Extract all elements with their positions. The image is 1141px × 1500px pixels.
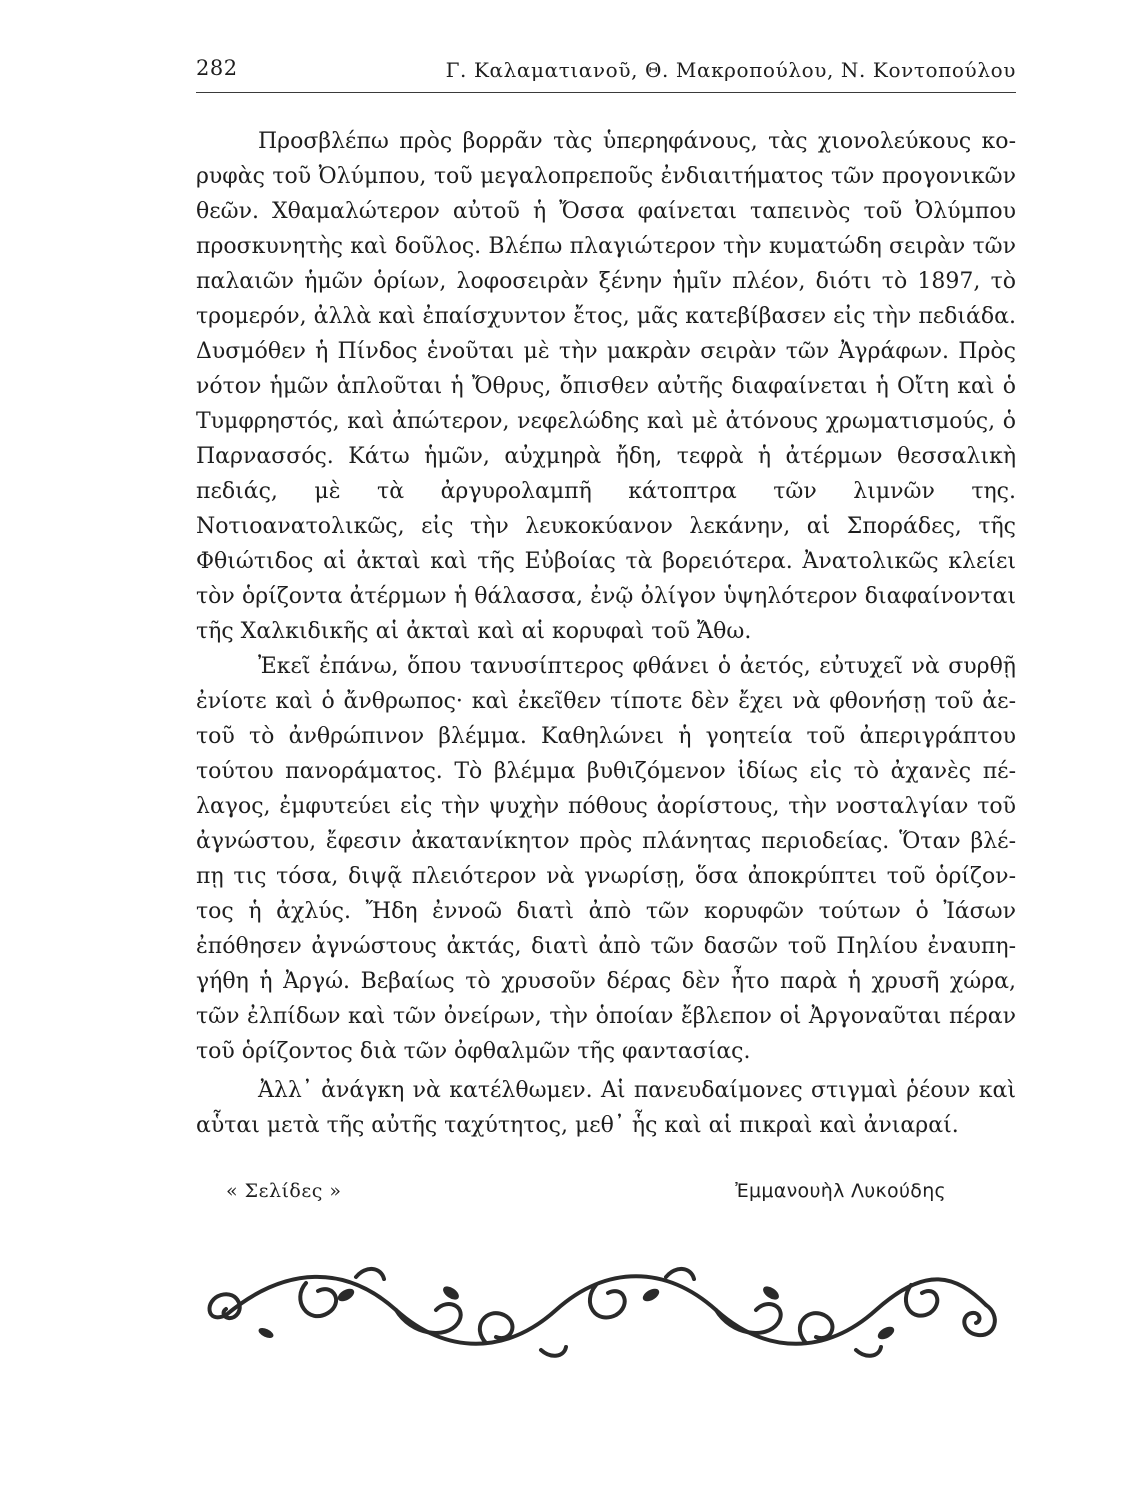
citation — [226, 1180, 946, 1212]
paragraph: Προσβλέπω πρὸς βορρᾶν τὰς ὑπερηφάνους, τὰς χιονολεύκους κορυφὰς τοῦ Ὀλύμπου, τοῦ μεγαλοπρεποῦς ἐνδιαιτήματος τῶν προγονικῶν θεῶν. Χθαμαλώτερον αὐτοῦ ἡ Ὄσσα φαίνεται ταπεινὸς τοῦ Ὀλύμπου προσκυνητὴς καὶ δοῦλος. Βλέπω πλαγιώτερον τὴν κυματώδη σειρὰν τῶν παλαιῶν ἡμῶν ὁρίων, λοφοσειρὰν ξένην ἡμῖν πλέον, διότι τὸ 1897, τὸ τρομερόν, ἀλλὰ καὶ ἐπαίσχυντον ἔτος, μᾶς κατεβίβασεν εἰς τὴν πεδιάδα. Δυσμόθεν ἡ Πίνδος ἑνοῦται μὲ τὴν μακρὰν σειρὰν τῶν Ἀγράφων. Πρὸς νότον ἡμῶν ἁπλοῦται ἡ Ὄθρυς, ὄπισθεν αὐτῆς διαφαίνεται ἡ Οἴτη καὶ ὁ Τυμφρηστός, καὶ ἀπώτερον, νεφελώδης καὶ μὲ ἀτόνους χρωματισμούς, ὁ Παρνασσός. Κάτω ἡμῶν, αὐχμηρὰ ἤδη, τεφρὰ ἡ ἀτέρμων θεσσαλικὴ πεδιάς, μὲ τὰ ἀργυρολαμπῆ κάτοπτρα τῶν λιμνῶν της. Νοτιοανατολικῶς, εἰς τὴν λευκοκύανον λεκάνην, αἱ Σποράδες, τῆς Φθιώτιδος αἱ ἀκταὶ καὶ τῆς Εὐβοίας τὰ βορειότερα. Ἀνατολικῶς κλείει τὸν ὁρίζοντα ἀτέρμων ἡ θάλασσα, ἐνῷ ὀλίγον ὑψηλότερον διαφαίνονται τῆς Χαλκιδικῆς αἱ ἀκταὶ καὶ αἱ κορυφαὶ τοῦ Ἄθω. — [196, 129, 1016, 644]
citation-source: « Σελίδες » — [226, 1180, 342, 1202]
page-number: 282 — [196, 56, 238, 80]
paragraph: Ἐκεῖ ἐπάνω, ὅπου τανυσίπτερος φθάνει ὁ ἀετός, εὐτυχεῖ νὰ συρθῇ ἐνίοτε καὶ ὁ ἄνθρωπος· καὶ ἐκεῖθεν τίποτε δὲν ἔχει νὰ φθονήσῃ τοῦ ἀετοῦ τὸ ἀνθρώπινον βλέμμα. Καθηλώνει ἡ γοητεία τοῦ ἀπεριγράπτου τούτου πανοράματος. Τὸ βλέμμα βυθιζόμενον ἰδίως εἰς τὸ ἀχανὲς πέλαγος, ἐμφυτεύει εἰς τὴν ψυχὴν πόθους ἀορίστους, τὴν νοσταλγίαν τοῦ ἀγνώστου, ἔφεσιν ἀκατανίκητον πρὸς πλάνητας περιοδείας. Ὅταν βλέπῃ τις τόσα, διψᾷ πλειότερον νὰ γνωρίσῃ, ὅσα ἀποκρύπτει τοῦ ὁρίζοντος ἡ ἀχλύς. Ἤδη ἐννοῶ διατὶ ἀπὸ τῶν κορυφῶν τούτων ὁ Ἰάσων ἐπόθησεν ἀγνώστους ἀκτάς, διατὶ ἀπὸ τῶν δασῶν τοῦ Πηλίου ἐναυπηγήθη ἡ Ἀργώ. Βεβαίως τὸ χρυσοῦν δέρας δὲν ἦτο παρὰ ἡ χρυσῆ χώρα, τῶν ἐλπίδων καὶ τῶν ὀνείρων, τὴν ὁποίαν ἔβλεπον οἱ Ἀργοναῦται πέραν τοῦ ὁρίζοντος διὰ τῶν ὀφθαλμῶν τῆς φαντασίας. — [196, 654, 1016, 1064]
scroll-vine-ornament-icon — [196, 1255, 1001, 1365]
paragraph: Ἀλλ᾽ ἀνάγκη νὰ κατέλθωμεν. Αἱ πανευδαίμονες στιγμαὶ ῥέουν καὶ αὗται μετὰ τῆς αὐτῆς ταχύτητος, μεθ᾽ ἧς καὶ αἱ πικραὶ καὶ ἀνιαραί. — [196, 1078, 1016, 1138]
page-header — [196, 52, 1016, 93]
body-text — [196, 124, 1016, 1143]
running-head: Γ. Καλαματιανοῦ, Θ. Μακροπούλου, Ν. Κοντοπούλου — [445, 58, 1016, 82]
citation-author: Ἐμμανουὴλ Λυκούδης — [735, 1180, 946, 1202]
